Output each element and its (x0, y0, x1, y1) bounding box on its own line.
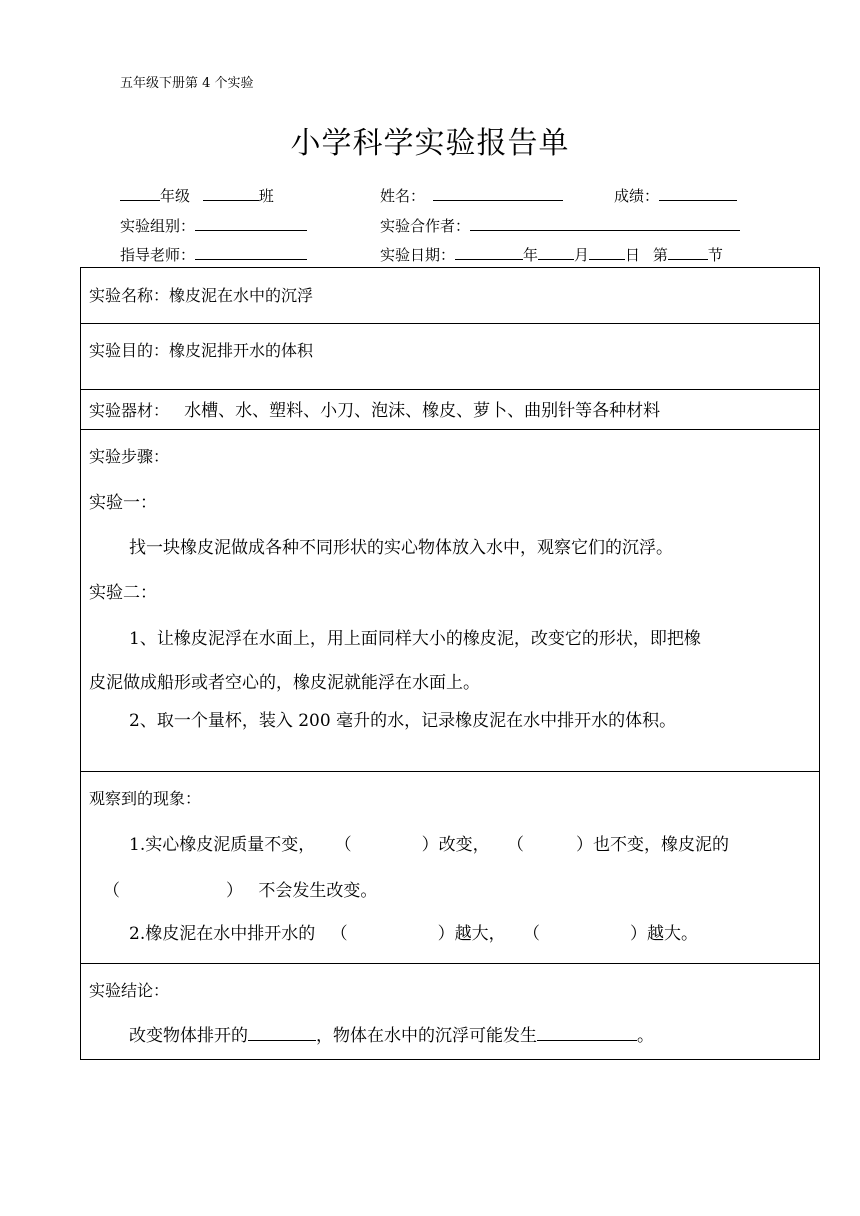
row-divider (81, 963, 819, 964)
obs2-text-b: 越大， (454, 924, 506, 944)
grade-blank[interactable] (120, 186, 160, 201)
obs1-text-c: 也不变，橡皮泥的 (593, 835, 730, 855)
exp2-step1-line1: 1、让橡皮泥浮在水面上，用上面同样大小的橡皮泥，改变它的形状，即把橡 (129, 629, 701, 649)
exp2-step1-line2: 皮泥做成船形或者空心的，橡皮泥就能浮在水面上。 (89, 673, 480, 693)
conclusion-blank-2[interactable] (537, 1026, 637, 1041)
conclusion-blank-1[interactable] (248, 1026, 316, 1041)
obs1-text-b: 改变， (438, 835, 490, 855)
row-divider (81, 323, 819, 324)
group-blank[interactable] (195, 216, 307, 231)
exp1-label: 实验一： (89, 493, 157, 513)
year-blank[interactable] (455, 245, 523, 260)
exp2-label: 实验二： (89, 583, 157, 603)
date-label: 实验日期： (380, 246, 456, 264)
materials-label: 实验器材： (89, 401, 170, 420)
teacher-blank[interactable] (195, 245, 307, 260)
observe-label: 观察到的现象： (89, 789, 202, 808)
obs1-blank-3[interactable]: （ ） (103, 881, 243, 901)
date-field (380, 244, 723, 265)
score-blank[interactable] (659, 186, 737, 201)
conclusion-text-c: 。 (637, 1026, 654, 1046)
period-prefix: 第 (652, 246, 668, 264)
score-label: 成绩： (614, 187, 660, 205)
obs2-blank-1[interactable]: （ ） (330, 924, 455, 944)
period-label: 节 (707, 246, 723, 264)
group-field (120, 215, 307, 236)
obs1-blank-1[interactable]: （ ） (334, 835, 439, 855)
header-note: 五年级下册第 4 个实验 (120, 76, 254, 91)
exp2-step2: 2、取一个量杯，装入 200 毫升的水，记录橡皮泥在水中排开水的体积。 (129, 711, 677, 731)
teacher-label: 指导老师： (120, 246, 196, 264)
partner-label: 实验合作者： (380, 217, 471, 235)
group-label: 实验组别： (120, 217, 196, 235)
conclusion-label: 实验结论： (89, 981, 170, 1000)
experiment-name: 实验名称：橡皮泥在水中的沉浮 (89, 286, 314, 305)
obs2-text-c: 越大。 (647, 924, 699, 944)
class-blank[interactable] (203, 186, 259, 201)
name-blank[interactable] (433, 186, 563, 201)
obs1-text-a: 1.实心橡皮泥质量不变， (129, 835, 316, 855)
steps-label: 实验步骤： (89, 447, 170, 466)
conclusion-text-b: ，物体在水中的沉浮可能发生 (316, 1026, 537, 1046)
day-blank[interactable] (589, 245, 625, 260)
name-label: 姓名： (380, 187, 426, 205)
materials-row (89, 396, 660, 421)
name-field (380, 185, 563, 206)
partner-blank[interactable] (470, 216, 740, 231)
obs2-line (129, 919, 698, 944)
partner-field (380, 215, 740, 236)
teacher-field (120, 244, 307, 265)
conclusion-line (129, 1021, 654, 1046)
period-blank[interactable] (668, 245, 708, 260)
obs2-text-a: 2.橡皮泥在水中排开水的 (129, 924, 316, 944)
conclusion-text-a: 改变物体排开的 (129, 1026, 248, 1046)
obs1-blank-2[interactable]: （ ） (507, 835, 594, 855)
row-divider (81, 429, 819, 430)
row-divider (81, 389, 819, 390)
grade-label: 年级 (160, 187, 191, 205)
obs1-line1 (129, 830, 729, 855)
day-label: 日 (625, 246, 641, 264)
exp1-text: 找一块橡皮泥做成各种不同形状的实心物体放入水中，观察它们的沉浮。 (129, 538, 673, 558)
obs1-text-d: 不会发生改变。 (258, 881, 378, 901)
grade-class-field (120, 185, 274, 206)
month-blank[interactable] (538, 245, 574, 260)
score-field (614, 185, 737, 206)
obs1-line2 (103, 876, 377, 901)
materials-list: 水槽、水、塑料、小刀、泡沫、橡皮、萝卜、曲别针等各种材料 (184, 401, 661, 421)
month-label: 月 (574, 246, 590, 264)
row-divider (81, 771, 819, 772)
year-label: 年 (523, 246, 539, 264)
page-title: 小学科学实验报告单 (290, 126, 570, 161)
class-label: 班 (258, 187, 274, 205)
experiment-purpose: 实验目的：橡皮泥排开水的体积 (89, 341, 314, 360)
report-table (80, 267, 820, 1060)
obs2-blank-2[interactable]: （ ） (523, 924, 648, 944)
